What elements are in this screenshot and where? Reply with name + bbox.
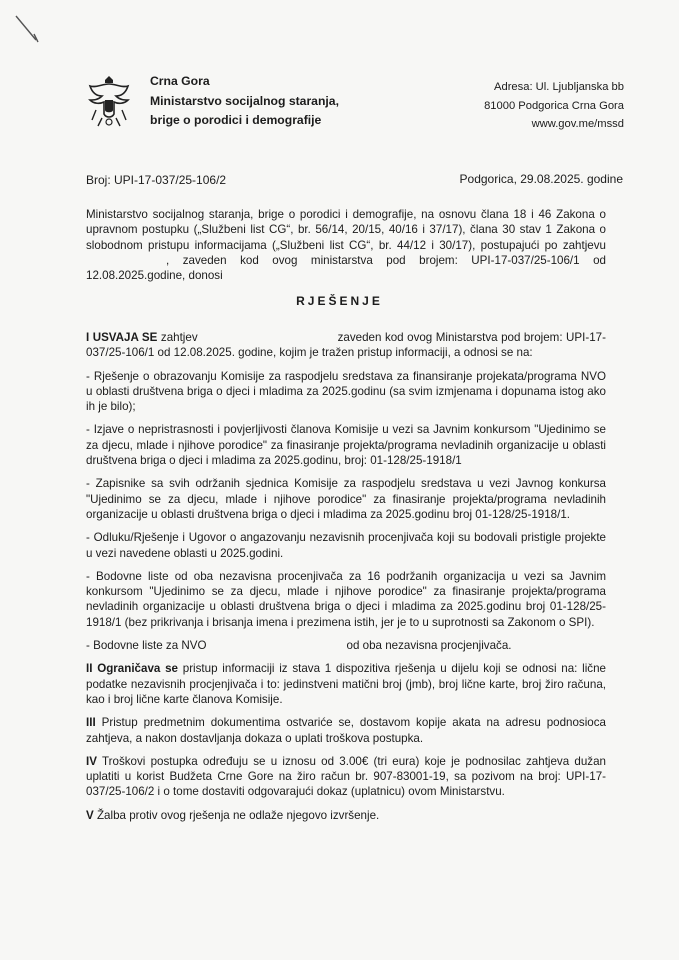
section-4-text: Troškovi postupka određuju se u iznosu od 3.00€ (tri eura) koje je podnosilac zahtjeva dužan uplatiti u korist Budžeta Crne Gore na žiro račun br. 907-83001-19, sa pozivom na broj: UPI-17-037/25-106/2 i o tome dostaviti odgovarajući dokaz (uplatnicu) ovom Ministarstvu. bbox=[86, 754, 607, 799]
intro-paragraph bbox=[86, 207, 606, 283]
section-2 bbox=[86, 661, 606, 707]
section-1-text-b: zaveden kod ovog Ministarstva pod brojem: UPI-17-037/25-106/1 od 12.08.2025. godine, kojim je tražen pristup informaciji, a odnosi se na: bbox=[86, 331, 606, 360]
section-5 bbox=[86, 808, 606, 823]
list-item: - Odluku/Rješenje i Ugovor o angazovanju nezavisnih procenjivača koji su bodovali pristigle projekte u vezi navedene oblasti u 2025.godini. bbox=[86, 531, 606, 560]
section-2-text: pristup informaciji iz stava 1 dispozitiva rješenja u dijelu koji se odnosi na: lične podatke nezavisnih procjenjivača i to: jedinstveni matični broj (jmb), broj lične karte, broj žiro računa, kao i broj lične karte članova Komisije. bbox=[86, 662, 606, 706]
list-item: - Izjave o nepristrasnosti i povjerljivosti članova Komisije u vezi sa Javnim konkursom "Ujedinimo se za djecu, mlade i njihove porodice" za finasiranje projekta/programa nevladinih organizacije u oblasti društvena briga o djeci i mladima za 2025.godinu, broj: 01-128/25-1918/1 bbox=[86, 423, 606, 468]
decision-title: RJEŠENJE bbox=[296, 294, 383, 308]
section-2-lead: II Ograničava se bbox=[86, 662, 178, 676]
intro-text-a: Ministarstvo socijalnog staranja, brige o porodici i demografije, na osnovu člana 18 i 46 Zakona o upravnom postupku („Službeni list CG“, br. 56/14, 20/15, 40/16 i 37/17), člana 30 stav 1 Zakona o slobodnom pristupu informacijama („Službeni list CG“, br. 44/12 i 30/17), postupajući po zahtjevu bbox=[86, 208, 606, 252]
decision-body bbox=[86, 330, 606, 831]
section-3 bbox=[86, 715, 606, 746]
intro-text-b: , zaveden kod ovog ministarstva pod brojem: UPI-17-037/25-106/1 od 12.08.2025.godine, donosi bbox=[86, 253, 606, 283]
list-item: - Bodovne liste od oba nezavisna procenjivača za 16 podržanih organizacija u vezi sa Javnim konkursom "Ujedinimo se za djecu, mlade i njihove porodice" za finasiranje projekta/programa nevladinih organizacije u oblasti društvena briga o djeci i mladima za 2025.godinu broj 01-128/25-1918/1 (bez prikrivanja i brisanja imena i prezimena istih, jer je to u suprotnosti sa Zakonom o SPI). bbox=[86, 569, 606, 629]
country-name: Crna Gora bbox=[150, 74, 210, 88]
ministry-name-line1: Ministarstvo socijalnog staranja, bbox=[150, 93, 339, 108]
address-city: 81000 Podgorica Crna Gora bbox=[484, 99, 624, 112]
ministry-name-line2: brige o porodici i demografije bbox=[150, 113, 322, 127]
pen-mark-icon bbox=[14, 12, 54, 52]
section-1-intro bbox=[86, 330, 606, 361]
list-item-last bbox=[86, 638, 606, 653]
coat-of-arms-icon bbox=[84, 70, 134, 128]
contact-block bbox=[484, 78, 624, 134]
section-5-text: Žalba protiv ovog rješenja ne odlaže njegovo izvršenje. bbox=[96, 808, 380, 822]
section-4-lead: IV bbox=[86, 754, 97, 768]
section-3-text: Pristup predmetnim dokumentima ostvariće se, dostavom kopije akata na adresu podnosioca zahtjeva, a nakon dostavljanja dokaza o uplati troškova postupka. bbox=[86, 716, 606, 745]
section-1-text-a: zahtjev bbox=[160, 331, 198, 344]
place-date: Podgorica, 29.08.2025. godine bbox=[459, 172, 623, 186]
ministry-header bbox=[150, 72, 339, 131]
last-item-text-b: od oba nezavisna procjenjivača. bbox=[346, 639, 512, 653]
section-5-lead: V bbox=[86, 808, 94, 822]
section-1-lead: I USVAJA SE bbox=[86, 331, 158, 344]
list-item: - Zapisnike sa svih održanih sjednica Komisije za raspodjelu sredstava u vezi Javnog konkursa "Ujedinimo se za djecu, mlade i njihove porodice" za finasiranje projekta/programa nevladinih organizacije u oblasti društvena briga o djeci i mladima za 2025.godinu broj 01-128/25-1918/1. bbox=[86, 477, 606, 521]
section-4 bbox=[86, 754, 606, 800]
reference-number: Broj: UPI-17-037/25-106/2 bbox=[86, 173, 227, 187]
list-item: - Rješenje o obrazovanju Komisije za raspodjelu sredstava za finansiranje projekata/programa NVO u oblasti društvena briga o djeci i mladima za 2025.godinu (sa svim izmjenama i dopunama istog ako ih je bilo); bbox=[86, 369, 606, 414]
address-street: Adresa: Ul. Ljubljanska bb bbox=[494, 81, 624, 93]
section-3-lead: III bbox=[86, 716, 96, 730]
last-item-text-a: - Bodovne liste za NVO bbox=[86, 639, 207, 653]
website-link: www.gov.me/mssd bbox=[531, 118, 624, 130]
